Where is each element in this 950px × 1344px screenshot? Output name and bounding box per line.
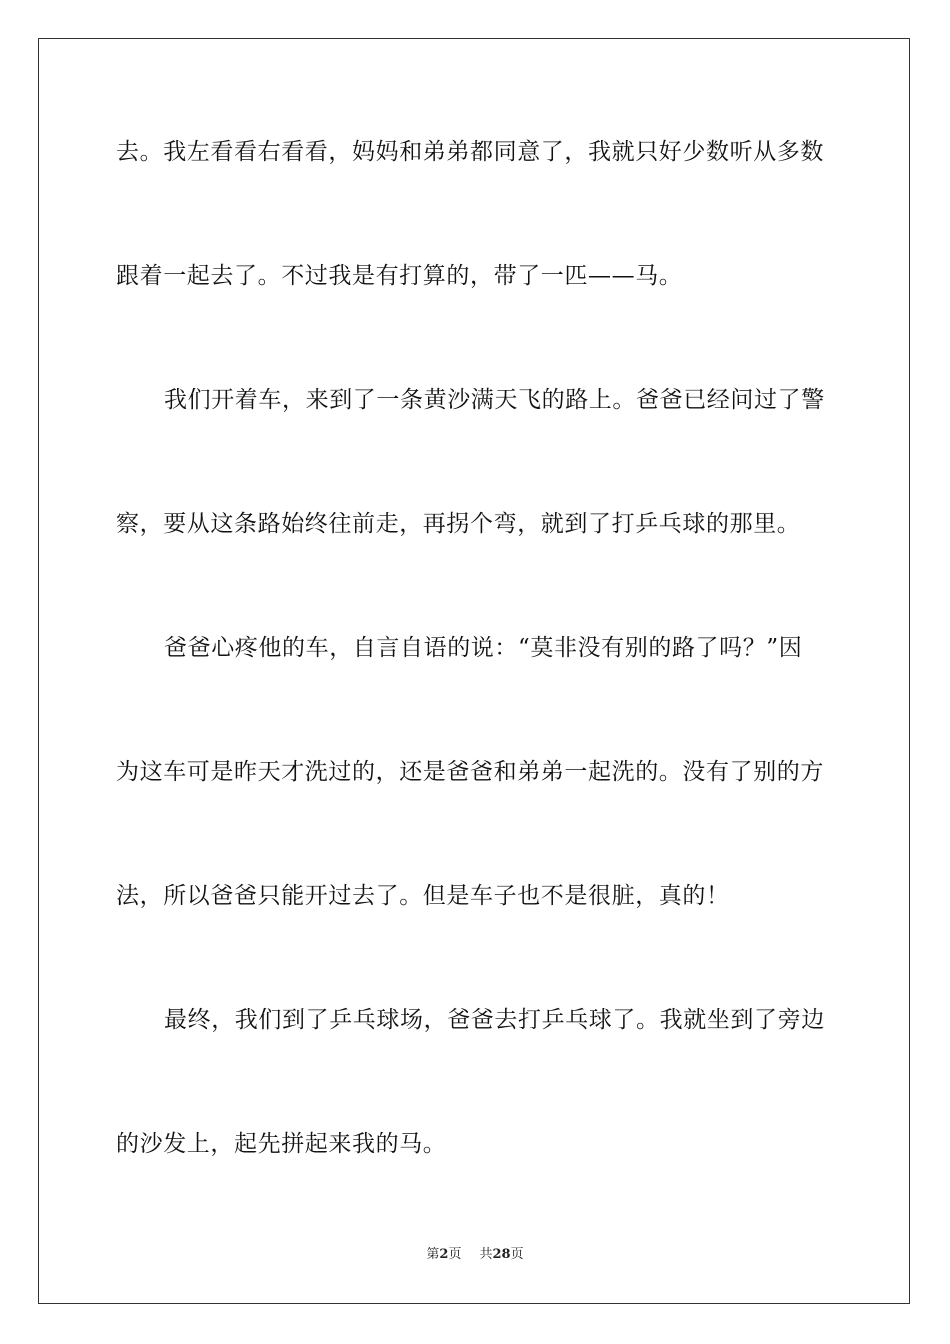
- paragraph-line: 最终，我们到了乒乓球场，爸爸去打乒乓球了。我就坐到了旁边: [164, 1007, 825, 1033]
- paragraph-line: 我们开着车，来到了一条黄沙满天飞的路上。爸爸已经问过了警: [164, 387, 825, 413]
- paragraph-line: 去。我左看看右看看，妈妈和弟弟都同意了，我就只好少数听从多数: [116, 139, 824, 165]
- paragraph-line: 爸爸心疼他的车，自言自语的说：“莫非没有别的路了吗？”因: [164, 635, 803, 661]
- paragraph-line: 法，所以爸爸只能开过去了。但是车子也不是很脏，真的！: [116, 883, 730, 909]
- page-number: 2: [439, 1247, 449, 1262]
- page-suffix: 页: [448, 1247, 462, 1262]
- paragraph-line: 为这车可是昨天才洗过的，还是爸爸和弟弟一起洗的。没有了别的方: [116, 759, 824, 785]
- paragraph-line: 跟着一起去了。不过我是有打算的，带了一匹——马。: [116, 263, 683, 289]
- total-prefix: 共: [479, 1247, 493, 1262]
- total-suffix: 页: [510, 1247, 524, 1262]
- page-border: [38, 38, 910, 1304]
- page-prefix: 第: [426, 1247, 440, 1262]
- page-footer: [0, 1246, 950, 1264]
- paragraph-line: 察，要从这条路始终往前走，再拐个弯，就到了打乒乓球的那里。: [116, 511, 801, 537]
- total-pages: 28: [492, 1247, 511, 1262]
- paragraph-line: 的沙发上，起先拼起来我的马。: [116, 1131, 447, 1157]
